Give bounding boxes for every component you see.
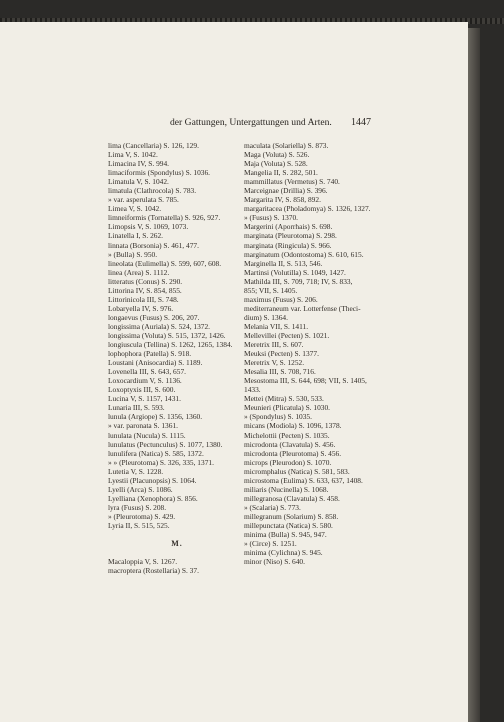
index-entry: limneiformis (Tornatella) S. 926, 927. [108,213,221,223]
index-entry: Lyestii (Placunopsis) S. 1064. [108,475,197,485]
index-entry: Lyelli (Arca) S. 1086. [108,484,173,494]
index-entry: Mathilda III, S. 709, 718; IV, S. 833, [244,276,353,286]
index-entry: millegranum (Solarium) S. 858. [244,511,339,521]
index-entry: Littorinicola III, S. 748. [108,294,179,304]
index-entry: Limea V, S. 1042. [108,204,162,214]
index-entry: » var. paronata S. 1361. [108,421,178,431]
index-entry: Lyelliana (Xenophora) S. 856. [108,493,198,503]
index-entry: lineolata (Eulimella) S. 599, 607, 608. [108,258,222,268]
index-entry: Maja (Voluta) S. 528. [244,159,308,169]
index-entry: linnata (Borsonia) S. 461, 477. [108,240,199,250]
index-entry: Meuksi (Pecten) S. 1377. [244,349,319,359]
index-entry: miliaris (Nucinella) S. 1068. [244,484,329,494]
index-entry: Martinsi (Volutilla) S. 1049, 1427. [244,267,346,277]
index-entry: longissima (Auriala) S. 524, 1372. [108,321,211,331]
index-entry: longaevus (Fusus) S. 206, 207. [108,312,200,322]
page-number: 1447 [351,117,371,128]
index-entry: Lunaria III, S. 593. [108,403,165,413]
index-entry: Mangelia II, S. 282, 501. [244,168,318,178]
index-entry: Limacina IV, S. 994. [108,159,170,169]
index-entry: mammillatus (Vermetus) S. 740. [244,177,340,187]
index-entry: Mesalia III, S. 708, 716. [244,367,316,377]
index-entry: » » (Pleurotoma) S. 326, 335, 1371. [108,457,214,467]
section-letter-heading: M. [171,539,183,549]
index-entry: Maga (Voluta) S. 526. [244,150,310,160]
index-entry: microstoma (Eulima) S. 633, 637, 1408. [244,475,363,485]
index-entry: Lyria II, S. 515, 525. [108,520,170,530]
index-entry: Linatella I, S. 262. [108,231,164,241]
index-entry: marginatum (Odontostoma) S. 610, 615. [244,249,364,259]
index-entry: microdonta (Clavatula) S. 456. [244,439,336,449]
index-entry: » (Fusus) S. 1370. [244,213,299,223]
index-entry: longiuscula (Tellina) S. 1262, 1265, 1384. [108,340,233,350]
index-entry: » (Spondylus) S. 1035. [244,412,312,422]
index-entry: Lutetia V, S. 1228. [108,466,164,476]
index-entry: lunulifera (Natica) S. 585, 1372. [108,448,204,458]
index-entry: minor (Niso) S. 640. [244,557,305,567]
index-entry: Limatula V, S. 1042. [108,177,169,187]
index-entry: lunulata (Nucula) S. 1115. [108,430,186,440]
index-entry: lophophora (Patella) S. 918. [108,349,192,359]
index-entry: Lima V, S. 1042. [108,150,158,160]
index-entry: » (Pleurotoma) S. 429. [108,511,176,521]
index-entry: Lucina V, S. 1157, 1431. [108,394,181,404]
index-entry: longissima (Voluta) S. 515, 1372, 1426. [108,330,226,340]
index-entry: » (Circe) S. 1251. [244,539,297,549]
index-entry: Limopsis V, S. 1069, 1073. [108,222,189,232]
index-entry: Mesostoma III, S. 644, 698; VII, S. 1405, [244,376,367,386]
index-spacer [108,548,246,557]
index-entry: litteratus (Conus) S. 290. [108,276,183,286]
index-column-left [108,141,246,575]
index-entry: macroptera (Rostellaria) S. 37. [108,566,199,576]
header-title: der Gattungen, Untergattungen und Arten. [170,117,332,128]
index-entry: millegranosa (Clavatula) S. 458. [244,493,340,503]
index-entry: Meunieri (Plicatula) S. 1030. [244,403,331,413]
index-entry: microdonta (Pleurotoma) S. 456. [244,448,342,458]
index-entry: linea (Area) S. 1112. [108,267,170,277]
index-entry: maximus (Fusus) S. 206. [244,294,318,304]
index-spacer [108,530,246,539]
index-entry: » (Scalaria) S. 773. [244,502,301,512]
index-entry: maculata (Solariella) S. 873. [244,141,329,150]
index-column-right [244,141,394,566]
index-entry: millepunctata (Natica) S. 580. [244,520,333,530]
index-entry: limaciformis (Spondylus) S. 1036. [108,168,211,178]
index-entry: Michelottii (Pecten) S. 1035. [244,430,330,440]
index-entry: micans (Modiola) S. 1096, 1378. [244,421,342,431]
index-entry: Lovenella III, S. 643, 657. [108,367,186,377]
index-entry: microps (Pleurodon) S. 1070. [244,457,332,467]
index-entry: » var. asperulata S. 785. [108,195,179,205]
index-entry: Melania VII, S. 1411. [244,321,309,331]
index-entry: Lobaryella IV, S. 976. [108,303,174,313]
index-entry: Margarita IV, S. 858, 892. [244,195,321,205]
index-entry: 1433. [244,385,261,395]
index-entry: limatula (Clathrocola) S. 783. [108,186,197,196]
index-entry: Loxoptyxis III, S. 600. [108,385,176,395]
index-entry: minima (Cylichna) S. 945. [244,548,323,558]
index-entry: lima (Cancellaria) S. 126, 129. [108,141,199,150]
index-entry: lyra (Fusus) S. 208. [108,502,167,512]
index-entry: Marginella II, S. 513, 546. [244,258,323,268]
index-entry: Margerini (Aporrhais) S. 698. [244,222,333,232]
index-entry: Meretrix V, S. 1252. [244,358,305,368]
index-entry: Macaloppia V, S. 1267. [108,557,178,567]
running-head [0,117,468,131]
index-entry: Loxocardium V, S. 1136. [108,376,182,386]
index-entry: dium) S. 1364. [244,312,288,322]
index-entry: » (Bulla) S. 950. [108,249,158,259]
index-entry: Littorina IV, S. 854, 855. [108,285,182,295]
index-entry: mediterraneum var. Lotterfense (Theci- [244,303,361,313]
index-entry: Marceignae (Drillia) S. 396. [244,186,328,196]
index-entry: Loustani (Anisocardia) S. 1189. [108,358,203,368]
index-entry: Mellevillei (Pecten) S. 1021. [244,330,330,340]
index-entry: marginata (Ringicula) S. 966. [244,240,332,250]
index-entry: Mettei (Mitra) S. 530, 533. [244,394,324,404]
index-entry: margaritacea (Pholadomya) S. 1326, 1327. [244,204,371,214]
index-entry: 855; VII, S. 1405. [244,285,298,295]
index-entry: marginata (Pleurotoma) S. 298. [244,231,337,241]
index-entry: lunulatus (Pectunculus) S. 1077, 1380. [108,439,223,449]
index-entry: lunula (Argiope) S. 1356, 1360. [108,412,203,422]
index-entry: Meretrix III, S. 607. [244,340,304,350]
index-entry: minima (Bulla) S. 945, 947. [244,530,327,540]
index-entry: micromphalus (Natica) S. 581, 583. [244,466,350,476]
